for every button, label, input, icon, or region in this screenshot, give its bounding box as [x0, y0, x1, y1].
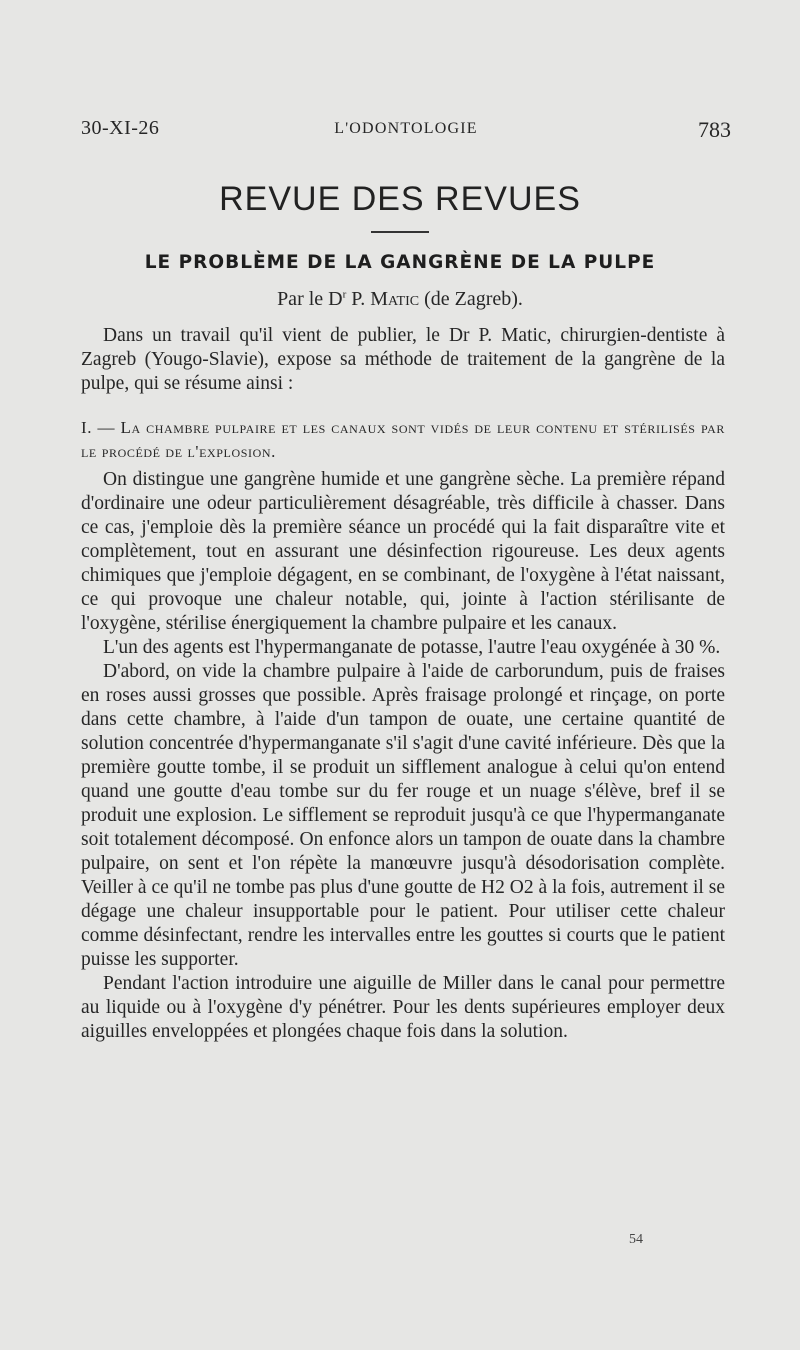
intro-block: [81, 324, 725, 396]
body-paragraph: Pendant l'action introduire une aiguille de Miller dans le canal pour permettre au liquide ou à l'oxygène d'y pénétrer. Pour les dents supérieures employer deux aiguilles enveloppées et plongées chaque fois dans la solution.: [81, 973, 725, 1042]
byline-author: P. Matic: [346, 288, 420, 310]
article-byline: [0, 288, 800, 311]
page-number: 783: [698, 117, 731, 142]
body-paragraph: D'abord, on vide la chambre pulpaire à l'aide de carborundum, puis de fraises en roses aussi grosses que possible. Après fraisage prolongé et rinçage, on porte dans cette chambre, à l'aide d'un tampon de ouate, une certaine quantité de solution concentrée d'hypermanganate s'il s'agit d'une cavité inférieure. Dès que la première goutte tombe, il se produit un sifflement analogue à celui qu'on entend quand une goutte d'eau tombe sur du fer rouge et un nuage s'élève, bref il se produit une explosion. Le sifflement se reproduit jusqu'à ce que l'hypermanganate soit totalement décomposé. On enfonce alors un tampon de ouate dans la chambre pulpaire, on sent et l'on répète la manœuvre jusqu'à désodorisation complète. Veiller à ce qu'il ne tombe pas plus d'une goutte de H2 O2 à la fois, autrement il se dégage une chaleur insupportable pour le patient. Pour utiliser cette chaleur comme désinfectant, rendre les intervalles entre les gouttes si courts que le patient puisse les supporter.: [81, 661, 725, 970]
byline-title-sup: r: [342, 288, 347, 301]
journal-name: L'ODONTOLOGIE: [334, 120, 478, 137]
intro-paragraph: Dans un travail qu'il vient de publier, le Dr P. Matic, chirurgien-dentiste à Zagreb (Yougo-Slavie), expose sa méthode de traitement de la gangrène de la pulpe, qui se résume ainsi :: [81, 325, 725, 394]
byline-prefix: Par le D: [277, 288, 343, 310]
body-paragraph: L'un des agents est l'hypermanganate de potasse, l'autre l'eau oxygénée à 30 %.: [103, 637, 721, 658]
title-divider: [371, 231, 429, 233]
section-heading-block: [81, 416, 725, 464]
issue-date: 30-XI-26: [81, 117, 160, 139]
article-title: LE PROBLÈME DE LA GANGRÈNE DE LA PULPE: [144, 252, 656, 273]
signature-mark: 54: [629, 1232, 643, 1247]
section-heading: I. — La chambre pulpaire et les canaux sont vidés de leur contenu et stérilisés par le procédé de l'explosion.: [81, 418, 725, 461]
running-header: [81, 117, 731, 147]
body-paragraph: On distingue une gangrène humide et une gangrène sèche. La première répand d'ordinaire une odeur particulièrement désagréable, très difficile à chasser. Dans ce cas, j'emploie dès la première séance un procédé qui la fait disparaître vite et complètement, tout en assurant une désinfection rigoureuse. Les deux agents chimiques que j'emploie dégagent, en se combinant, de l'oxygène à l'état naissant, ce qui provoque une chaleur notable, qui, jointe à l'action stérilisante de l'oxygène, stérilise énergiquement la chambre pulpaire et les canaux.: [81, 469, 725, 634]
byline-suffix: (de Zagreb).: [419, 288, 523, 310]
section-title: REVUE DES REVUES: [219, 180, 581, 218]
article-body: [81, 468, 725, 1044]
